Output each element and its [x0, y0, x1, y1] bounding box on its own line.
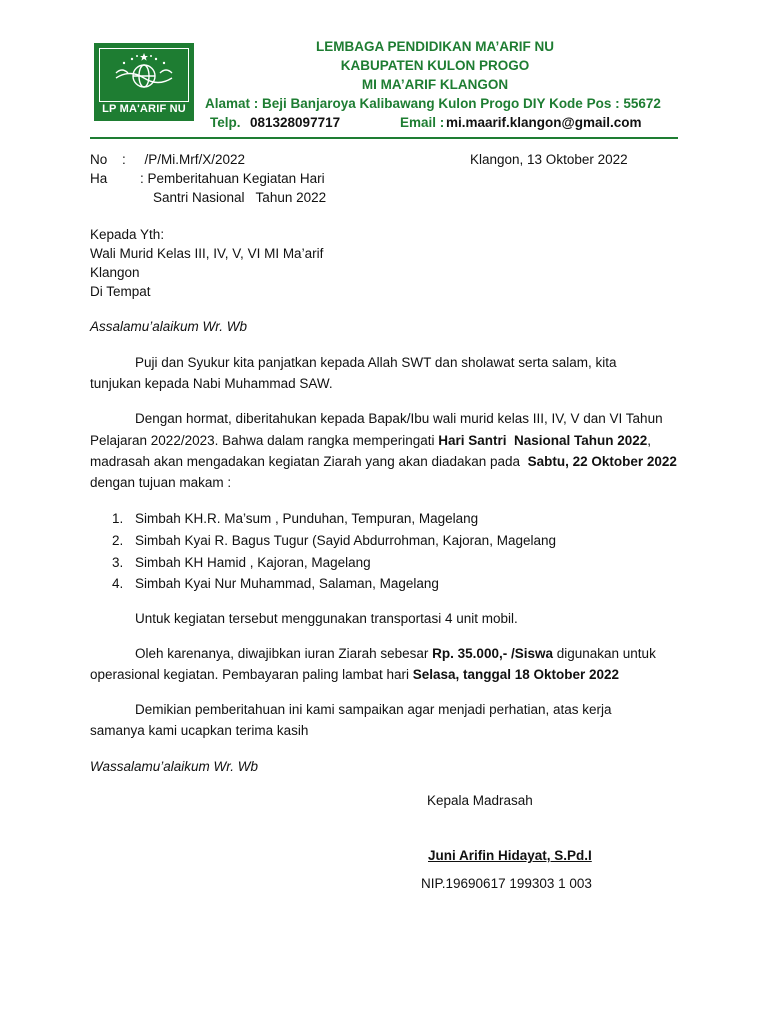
lp-maarif-logo	[94, 43, 194, 121]
para2-line3-text: madrasah akan mengadakan kegiatan Ziarah yang akan diadakan pada	[90, 454, 528, 469]
list-item: Simbah KH Hamid , Kajoran, Magelang	[135, 555, 371, 570]
para1-line1: Puji dan Syukur kita panjatkan kepada Allah SWT dan sholawat serta salam, kita	[135, 355, 617, 370]
recipient-line-4: Di Tempat	[90, 284, 151, 299]
signatory-title: Kepala Madrasah	[427, 793, 533, 808]
event-name: Hari Santri Nasional Tahun 2022	[438, 433, 648, 448]
logo-text: LP MA'ARIF NU	[102, 103, 186, 115]
para2-line1: Dengan hormat, diberitahukan kepada Bapak/Ibu wali murid kelas III, IV, V dan VI Tahun	[135, 411, 663, 426]
para2-line4: dengan tujuan makam :	[90, 475, 232, 490]
signatory-name: Juni Arifin Hidayat, S.Pd.I	[428, 848, 592, 863]
letterhead-divider	[90, 137, 678, 139]
event-date: Sabtu, 22 Oktober 2022	[527, 454, 677, 469]
para5-line2: samanya kami ucapkan terima kasih	[90, 723, 309, 738]
school-name: MI MA’ARIF KLANGON	[361, 77, 509, 92]
para3: Untuk kegiatan tersebut menggunakan transportasi 4 unit mobil.	[135, 611, 518, 626]
list-item-number: 1.	[112, 511, 124, 526]
fee-amount: Rp. 35.000,- /Siswa	[432, 646, 553, 661]
org-name: LEMBAGA PENDIDIKAN MA’ARIF NU	[316, 39, 554, 54]
para1-line2: tunjukan kepada Nabi Muhammad SAW.	[90, 376, 333, 391]
list-item-number: 4.	[112, 576, 124, 591]
school-address: Alamat : Beji Banjaroya Kalibawang Kulon Progo DIY Kode Pos : 55672	[205, 96, 661, 111]
para4-line1	[135, 646, 656, 661]
list-item: Simbah Kyai Nur Muhammad, Salaman, Magelang	[135, 576, 439, 591]
list-item-number: 2.	[112, 533, 124, 548]
closing: Wassalamu’alaikum Wr. Wb	[90, 759, 259, 774]
recipient-line-3: Klangon	[90, 265, 140, 280]
email-label: Email :	[400, 115, 445, 130]
para2-line2	[90, 433, 651, 448]
phone-number: 081328097717	[250, 115, 341, 130]
para2-line3	[90, 454, 677, 469]
para2-line2-text: Pelajaran 2022/2023. Bahwa dalam rangka memperingati	[90, 433, 439, 448]
para4-line2	[90, 667, 619, 682]
letter-number-label: No	[90, 152, 108, 167]
recipient-line-1: Kepada Yth:	[90, 227, 165, 242]
nu-globe-icon	[96, 45, 192, 105]
email-address: mi.maarif.klangon@gmail.com	[446, 115, 642, 130]
recipient-line-2: Wali Murid Kelas III, IV, V, VI MI Ma’arif	[90, 246, 324, 261]
list-item-number: 3.	[112, 555, 124, 570]
place-date: Klangon, 13 Oktober 2022	[470, 152, 628, 167]
para4-line1-text: Oleh karenanya, diwajibkan iuran Ziarah sebesar	[135, 646, 433, 661]
list-item: Simbah KH.R. Ma’sum , Punduhan, Tempuran, Magelang	[135, 511, 479, 526]
para4-line1-tail: digunakan untuk	[552, 646, 656, 661]
signatory-nip: NIP.19690617 199303 1 003	[421, 876, 592, 891]
region-name: KABUPATEN KULON PROGO	[340, 58, 530, 73]
para4-line2-text: operasional kegiatan. Pembayaran paling lambat hari	[90, 667, 413, 682]
para5-line1: Demikian pemberitahuan ini kami sampaikan agar menjadi perhatian, atas kerja	[135, 702, 612, 717]
greeting: Assalamu’alaikum Wr. Wb	[90, 319, 248, 334]
subject-label: Ha	[90, 171, 108, 186]
list-item: Simbah Kyai R. Bagus Tugur (Sayid Abdurrohman, Kajoran, Magelang	[135, 533, 556, 548]
payment-deadline: Selasa, tanggal 18 Oktober 2022	[412, 667, 620, 682]
para2-line2-comma: ,	[647, 433, 652, 448]
letter-number-value: : /P/Mi.Mrf/X/2022	[122, 152, 246, 167]
subject-value-line2: Santri Nasional Tahun 2022	[153, 190, 327, 205]
subject-value-line1: : Pemberitahuan Kegiatan Hari	[140, 171, 325, 186]
phone-label: Telp.	[210, 115, 241, 130]
